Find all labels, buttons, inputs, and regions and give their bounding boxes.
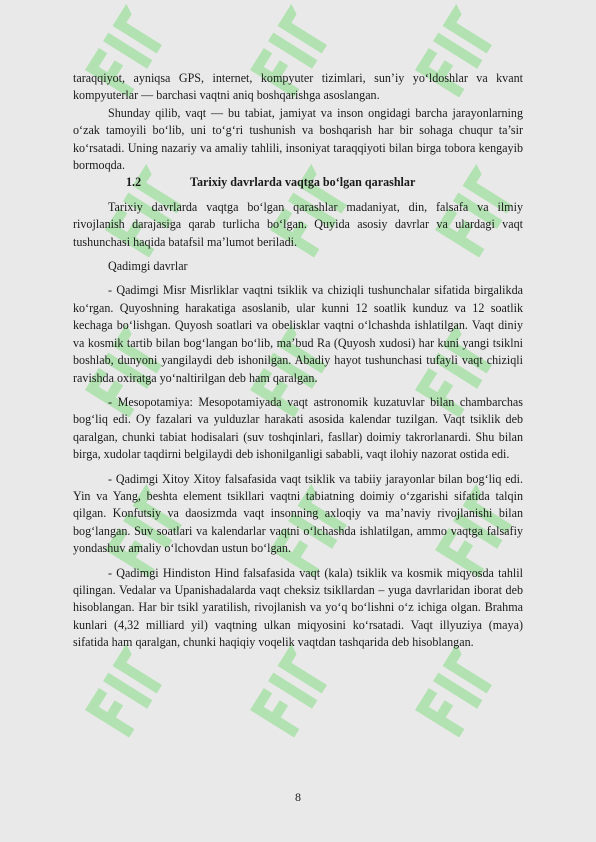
watermark-glyph bbox=[278, 4, 336, 54]
watermark-glyph bbox=[415, 688, 473, 738]
paragraph-continuation: taraqqiyot, ayniqsa GPS, internet, kompyuter tizimlari, sun’iy yo‘ldoshlar va kvant kompyuterlar — barchasi vaqtni aniq boshqarishga asoslangan. bbox=[73, 71, 523, 103]
page-number: 8 bbox=[295, 790, 301, 804]
watermark-mark bbox=[250, 644, 335, 738]
watermark-glyph bbox=[433, 673, 482, 709]
watermark-mark bbox=[85, 644, 170, 738]
paragraph-china: - Qadimgi Xitoy Xitoy falsafasida vaqt tsiklik va tabiiy jarayonlar bilan bog‘liq edi. Yin va Yang, beshta element tsikllari vaqtni tabiatning doimiy o‘zgarishi sifatida talqin qilgan. Konfutsiy va daosizmda vaqt insonning axloqiy va ma’naviy rivojlanishi bilan bog‘langan. Suv soatlari va kalendarlar vaqtni o‘lchashda ishlatilgan, ammo vaqtga falsafiy yondashuv amaliy o‘lchovdan ustun bo‘lgan. bbox=[73, 471, 523, 556]
watermark-glyph bbox=[268, 673, 317, 709]
watermark-glyph bbox=[268, 33, 317, 69]
watermark-glyph bbox=[113, 4, 171, 54]
watermark-glyph bbox=[250, 688, 308, 738]
watermark-glyph bbox=[85, 688, 143, 738]
watermark-glyph bbox=[443, 4, 501, 54]
watermark-glyph bbox=[103, 33, 152, 69]
section-number: 1.2 bbox=[126, 175, 142, 190]
section-heading bbox=[73, 174, 523, 191]
watermark-mark bbox=[415, 644, 500, 738]
paragraph-egypt: - Qadimgi Misr Misrliklar vaqtni tsiklik va chiziqli tushunchalar sifatida birgalikda ko‘rgan. Quyoshning harakatiga asoslanib, ular kunni 12 soatlik kunduz va 12 soatlik kechaga bo‘lishgan. Quyosh soatlari va obelisklar vaqtni o‘lchashda ishlatilgan. Vaqt diniy va kosmik tartib bilan bog‘langan bo‘lib, ma’bud Ra (Quyosh xudosi) har kuni yangi tsiklni boshlab, dunyoni yangilaydi deb ishonilgan. Abadiy hayot tushunchasi tufayli vaqt chiziqli ravishda oxiratga yo‘naltirilgan deb ham qaralgan. bbox=[73, 283, 523, 385]
subheading-ancient: Qadimgi davrlar bbox=[108, 259, 188, 274]
watermark-glyph bbox=[103, 673, 152, 709]
section-title: Tarixiy davrlarda vaqtga bo‘lgan qarashlar bbox=[190, 175, 416, 190]
document-body bbox=[73, 70, 523, 652]
paragraph-india: - Qadimgi Hindiston Hind falsafasida vaqt (kala) tsiklik va kosmik miqyosda tahlil qilingan. Vedalar va Upanishadalarda vaqt cheksiz tsikllardan – yuga davrlaridan iborat deb hisoblangan. Har bir tsikl yaratilish, rivojlanish va yo‘q bo‘lishni o‘z ichiga olgan. Brahma kunlari (4,32 milliard yil) vaqtning ulkan miqyosini ko‘rsatadi. Vaqt illyuziya (maya) sifatida ham qaralgan, chunki haqiqiy voqelik vaqtdan tashqarida deb hisoblangan. bbox=[73, 565, 523, 650]
paragraph-mesopotamia: - Mesopotamiya: Mesopotamiyada vaqt astronomik kuzatuvlar bilan chambarchas bog‘liq edi. Oy fazalari va yulduzlar harakati asosida kalendar tuzilgan. Vaqt tsiklik deb qaralgan, chunki tabiat hodisalari (suv toshqinlari, fasllar) doimiy takrorlanardi. Shu bilan birga, xudolar taqdirni belgilaydi deb ishonilganligi sababli, vaqt ilohiy nazorat ostida edi. bbox=[73, 394, 523, 462]
paragraph-conclusion: Shunday qilib, vaqt — bu tabiat, jamiyat va inson ongidagi barcha jarayonlarning o‘zak tamoyili bo‘lib, uni to‘g‘ri tushunish va boshqarish har bir sohaga chuqur ta’sir ko‘rsatadi. Uning nazariy va amaliy tahlili, insoniyat taraqqiyoti bilan birga tobora kengayib bormoqda. bbox=[73, 105, 523, 173]
paragraph-intro: Tarixiy davrlarda vaqtga bo‘lgan qarashlar madaniyat, din, falsafa va ilmiy rivojlanish darajasiga qarab turlicha bo‘lgan. Quyida asosiy davrlar va ulardagi vaqt tushunchasi haqida batafsil ma’lumot beriladi. bbox=[73, 199, 523, 249]
watermark-glyph bbox=[433, 33, 482, 69]
